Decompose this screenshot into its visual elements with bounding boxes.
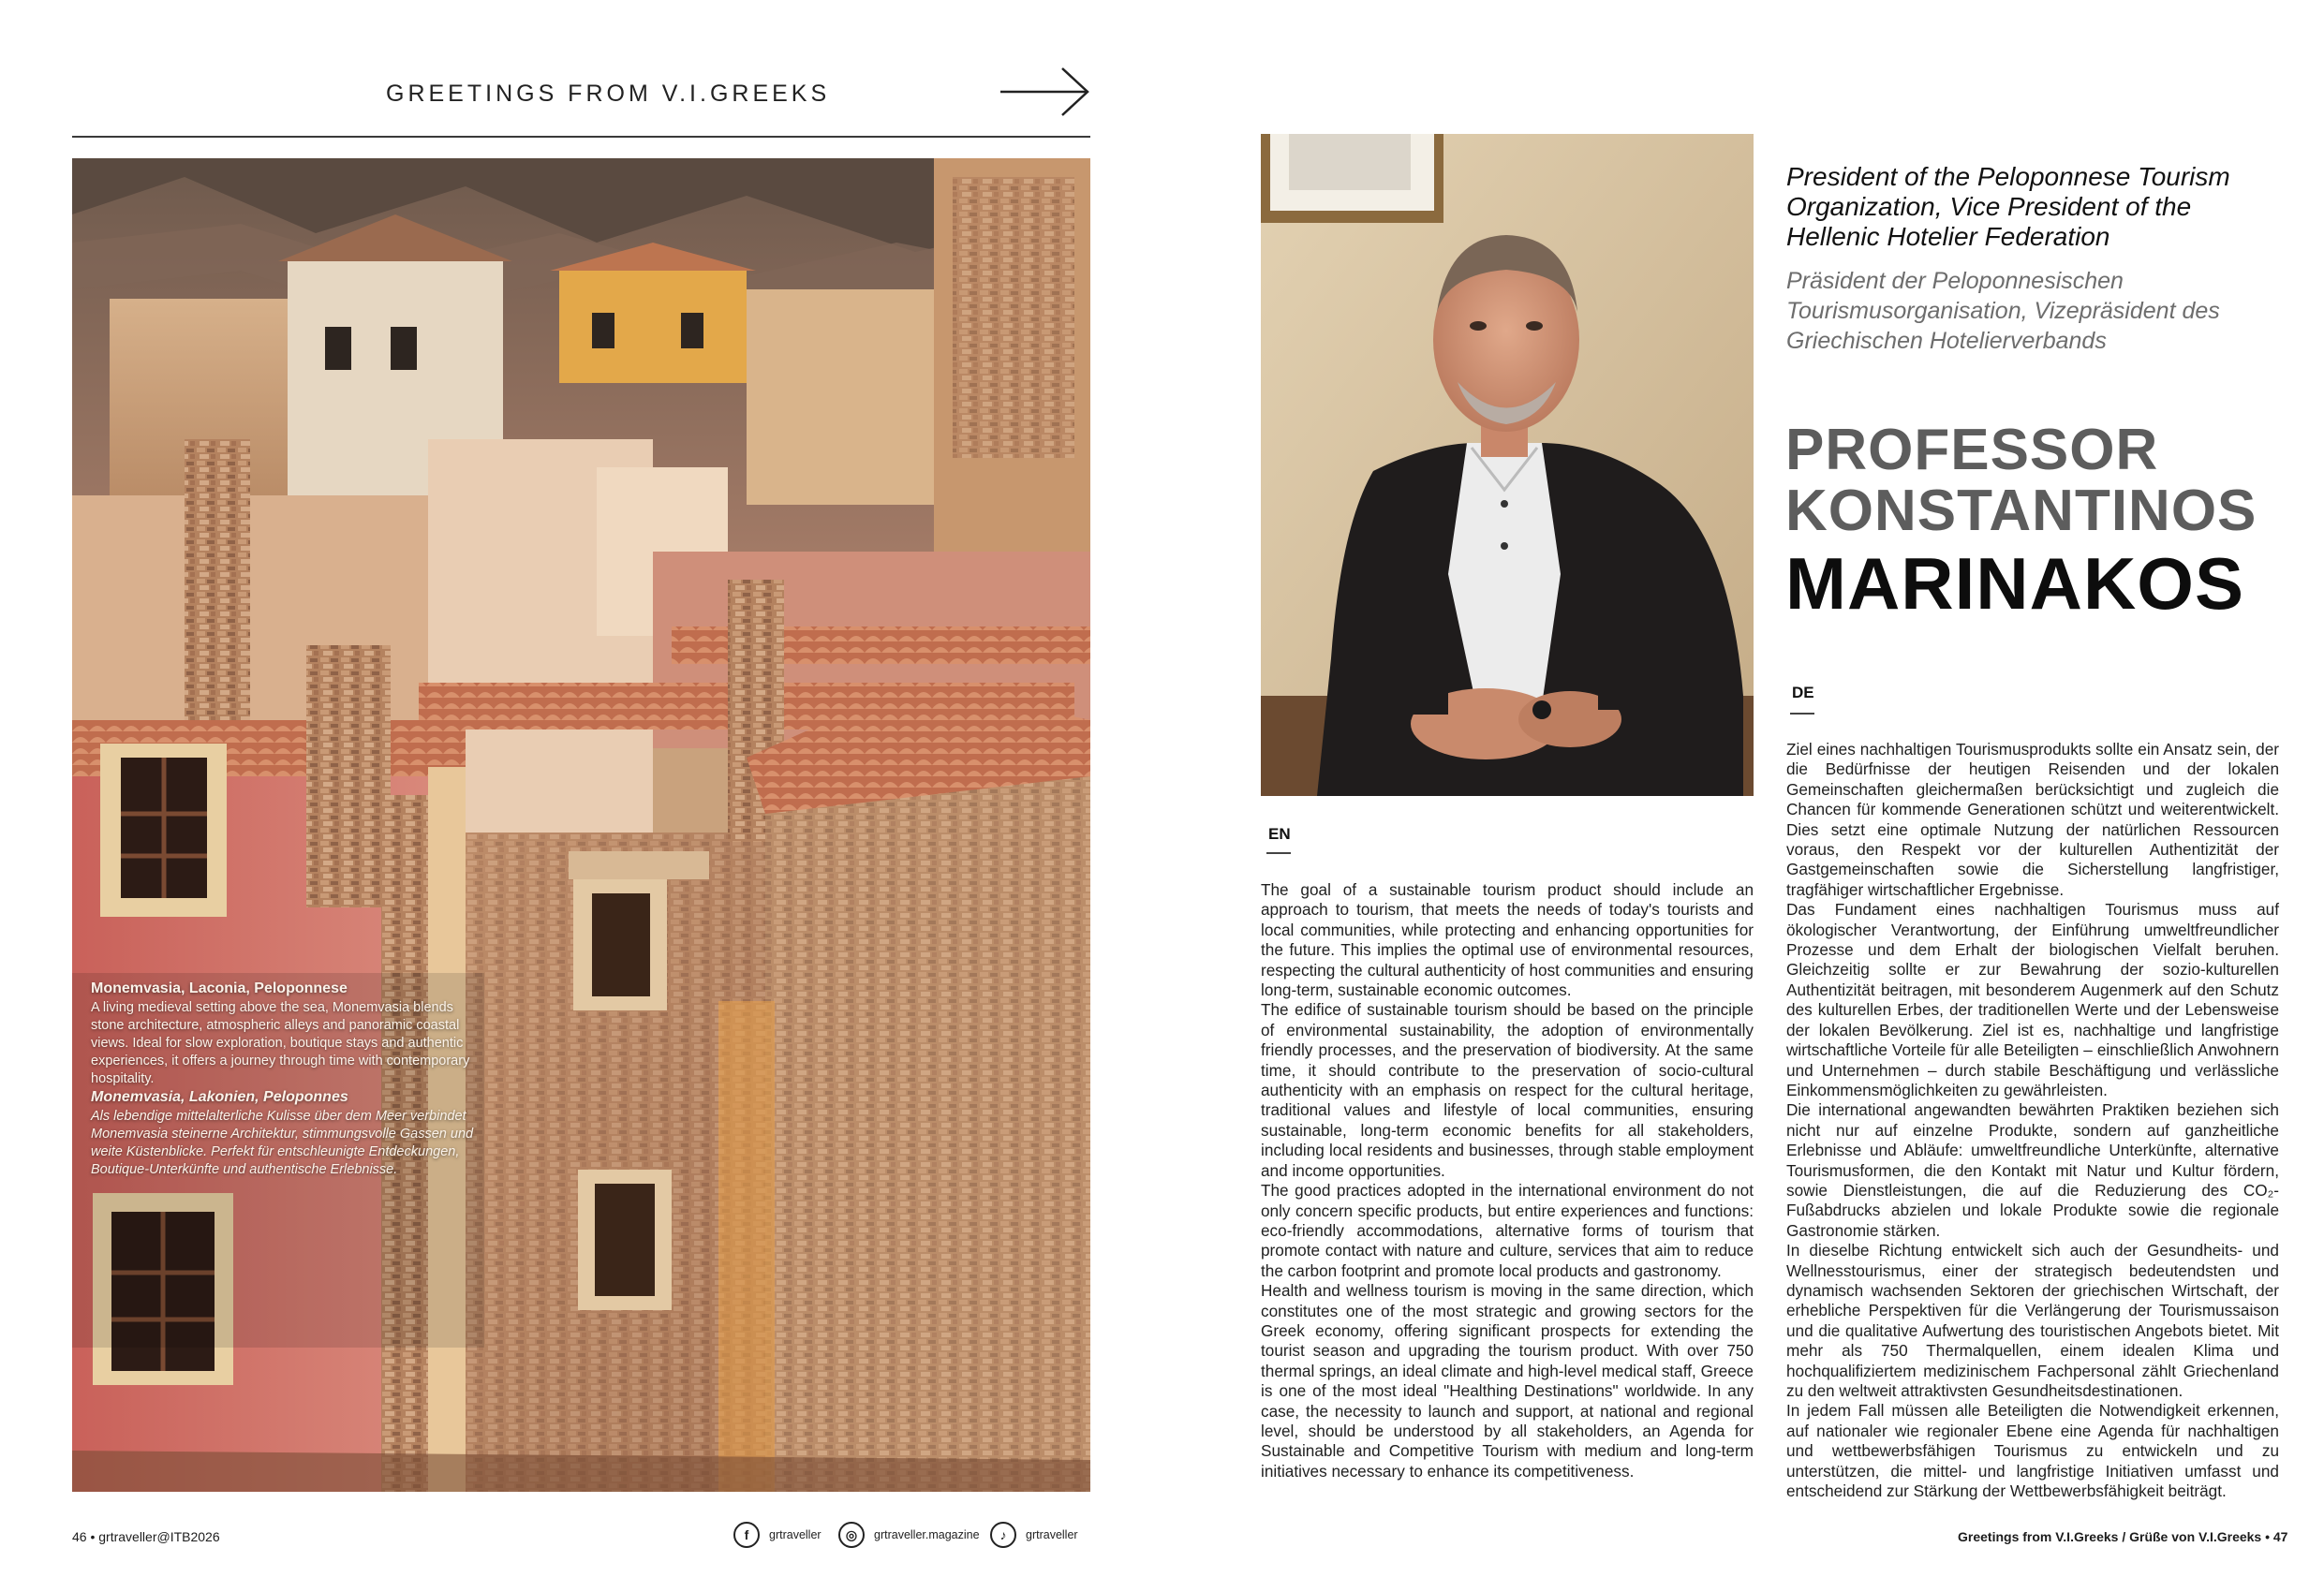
portrait-photo [1261,134,1754,796]
name-line-1: PROFESSOR [1785,418,2159,482]
portrait-illustration [1261,134,1754,796]
role-title-en: President of the Peloponnese Tourism Organization, Vice President of the Hellenic Hotelier Federation [1786,162,2230,251]
paragraph: Die international angewandten bewährten Praktiken beziehen sich nicht nur auf einzelne Produkte, sondern auf ganzheitliche Erlebnisse und Abläufe: umweltfreundliche Unterkünfte, alternative Tourismusformen, die den Kontakt mit Natur und Kultur fördern, sowie Dienstleistungen, die auf die Reduzierung des CO₂-Fußabdrucks abzielen und lokale Produkte sowie die regionale Gastronomie stärken. [1786,1100,2279,1240]
paragraph: The goal of a sustainable tourism product should include an approach to tourism, that meets the needs of today's tourists and local communities, while protecting and enhancing opportunities for the future. This implies the optimal use of environmental resources, respecting the cultural authenticity of host communities and ensuring long-term, sustainable economic outcomes. [1261,880,1754,1000]
header-divider [72,136,1090,138]
social-tiktok[interactable] [990,1522,1078,1548]
monemvasia-illustration [72,158,1090,1492]
social-handle: grtraveller [769,1528,822,1541]
language-label-de: DE [1792,684,1814,701]
caption-de-title: Monemvasia, Lakonien, Peloponnes [91,1089,348,1105]
page-footer-left: 46 • grtraveller@ITB2026 [72,1529,220,1544]
name-line-2: KONSTANTINOS [1785,479,2257,543]
monemvasia-photo [72,158,1090,1492]
caption-de-text: Als lebendige mittelalterliche Kulisse über dem Meer verbindet Monemvasia steinerne Architektur, stimmungsvolle Gassen und weite Küstenblicke. Perfekt für entschleunigte Entdeckungen, Boutique-Unterkünfte und authentische Erlebnisse. [91,1109,474,1177]
paragraph: Das Fundament eines nachhaltigen Tourismus muss auf ökologischer Verantwortung, der Einführung umweltfreundlicher Prozesse und dem Erhalt der biologischen Vielfalt beruhen. Gleichzeitig sollte er zur Bewahrung der sozio-kulturellen Authentizität beitragen, mit besonderem Augenmerk auf den Schutz des kulturellen Erbes, der traditionellen Werte und der Lebensweise der lokalen Bevölkerung. Ziel ist es, nachhaltige und langfristige wirtschaftliche Vorteile für alle Beteiligten – einschließlich Anwohnern und Unternehmen – durch stabile Beschäftigung und verlässliche Einkommensmöglichkeiten zu gewährleisten. [1786,900,2279,1099]
social-handle: grtraveller [1026,1528,1078,1541]
language-rule-en [1266,852,1291,854]
paragraph: In jedem Fall müssen alle Beteiligten die Notwendigkeit erkennen, auf nationaler wie regionaler Ebene eine Agenda für nachhaltigen und wettbewerbsfähigen Tourismus zu entwickeln und zu unterstützen, die mittel- und langfristige Initiativen umfasst und entscheidend zur Stärkung der Wettbewerbsfähigkeit beiträgt. [1786,1401,2279,1501]
language-label-en: EN [1268,825,1291,843]
section-title: GREETINGS FROM V.I.GREEKS [386,81,831,107]
language-rule-de [1790,713,1814,715]
caption-en-text: A living medieval setting above the sea, Monemvasia blends stone architecture, atmospheric alleys and panoramic coastal views. Ideal for slow exploration, boutique stays and authentic experiences, it offers a journey through time with contemporary hospitality. [91,1000,470,1086]
article-body-de [1786,740,2279,1501]
paragraph: The good practices adopted in the international environment do not only concern specific products, but entire experiences and functions: eco-friendly accommodations, alternative forms of tourism that promote contact with nature and culture, services that aim to reduce the carbon footprint and promote local products and gastronomy. [1261,1181,1754,1280]
name-line-3: MARINAKOS [1785,542,2244,625]
social-handle: grtraveller.magazine [874,1528,980,1541]
photo-caption-en [91,980,475,1088]
article-body-en [1261,880,1754,1481]
paragraph: In dieselbe Richtung entwickelt sich auch der Gesundheits- und Wellnesstourismus, einer der strategisch bedeutendsten und dynamisch wachsenden Sektoren der griechischen Wirtschaft, der erhebliche Perspektiven für die Verlängerung der Tourismussaison und die qualitative Aufwertung des touristischen Angebots bietet. Mit mehr als 750 Thermalquellen, einem idealen Klima und hochqualifiziertem medizinischem Fachpersonal zählt Griechenland zu den weltweit attraktivsten Gesundheitsdestinationen. [1786,1241,2279,1400]
paragraph: Ziel eines nachhaltigen Tourismusprodukts sollte ein Ansatz sein, der die Bedürfnisse der heutigen Reisenden und der lokalen Gemeinschaften gleichermaßen berücksichtigt und zugleich die Chancen für kommende Generationen schützt und weiterentwickelt. Dies setzt eine optimale Nutzung der natürlichen Ressourcen voraus, den Respekt vor der kulturellen Authentizität der Gastgemeinschaften sowie die Sicherstellung langfristiger, tragfähiger wirtschaftlicher Ergebnisse. [1786,740,2279,899]
arrow-right-icon[interactable] [999,66,1092,118]
caption-en-title: Monemvasia, Laconia, Peloponnese [91,980,348,996]
photo-caption-de [91,1088,475,1179]
instagram-icon: ◎ [838,1522,865,1548]
social-facebook[interactable] [733,1522,822,1548]
page-footer-right: Greetings from V.I.Greeks / Grüße von V.I.Greeks • 47 [1958,1529,2288,1544]
paragraph: Health and wellness tourism is moving in the same direction, which constitutes one of the most strategic and growing sectors for the Greek economy, offering significant prospects for extending the tourist season and upgrading the tourism product. With over 750 thermal springs, an ideal climate and high-level medical staff, Greece is one of the most ideal "Healthing Destinations" worldwide. In any case, the necessity to launch and support, at national and regional level, should be understood by all stakeholders, an Agenda for Sustainable and Competitive Tourism with medium and long-term initiatives necessary to enhance its competitiveness. [1261,1281,1754,1481]
role-title-de: Präsident der Peloponnesischen Tourismusorganisation, Vizepräsident des Griechischen Hotelierverbands [1786,268,2220,354]
paragraph: The edifice of sustainable tourism should be based on the principle of environmental sustainability, the adoption of environmentally friendly processes, and the preservation of biodiversity. At the same time, it should contribute to the preservation of socio-cultural authenticity with an emphasis on respect for the cultural heritage, traditional values and lifestyle of local communities, ensuring sustainable, long-term economic benefits for all stakeholders, including local residents and businesses, through stable employment and income opportunities. [1261,1000,1754,1180]
facebook-icon: f [733,1522,760,1548]
tiktok-icon: ♪ [990,1522,1016,1548]
social-instagram[interactable] [838,1522,980,1548]
